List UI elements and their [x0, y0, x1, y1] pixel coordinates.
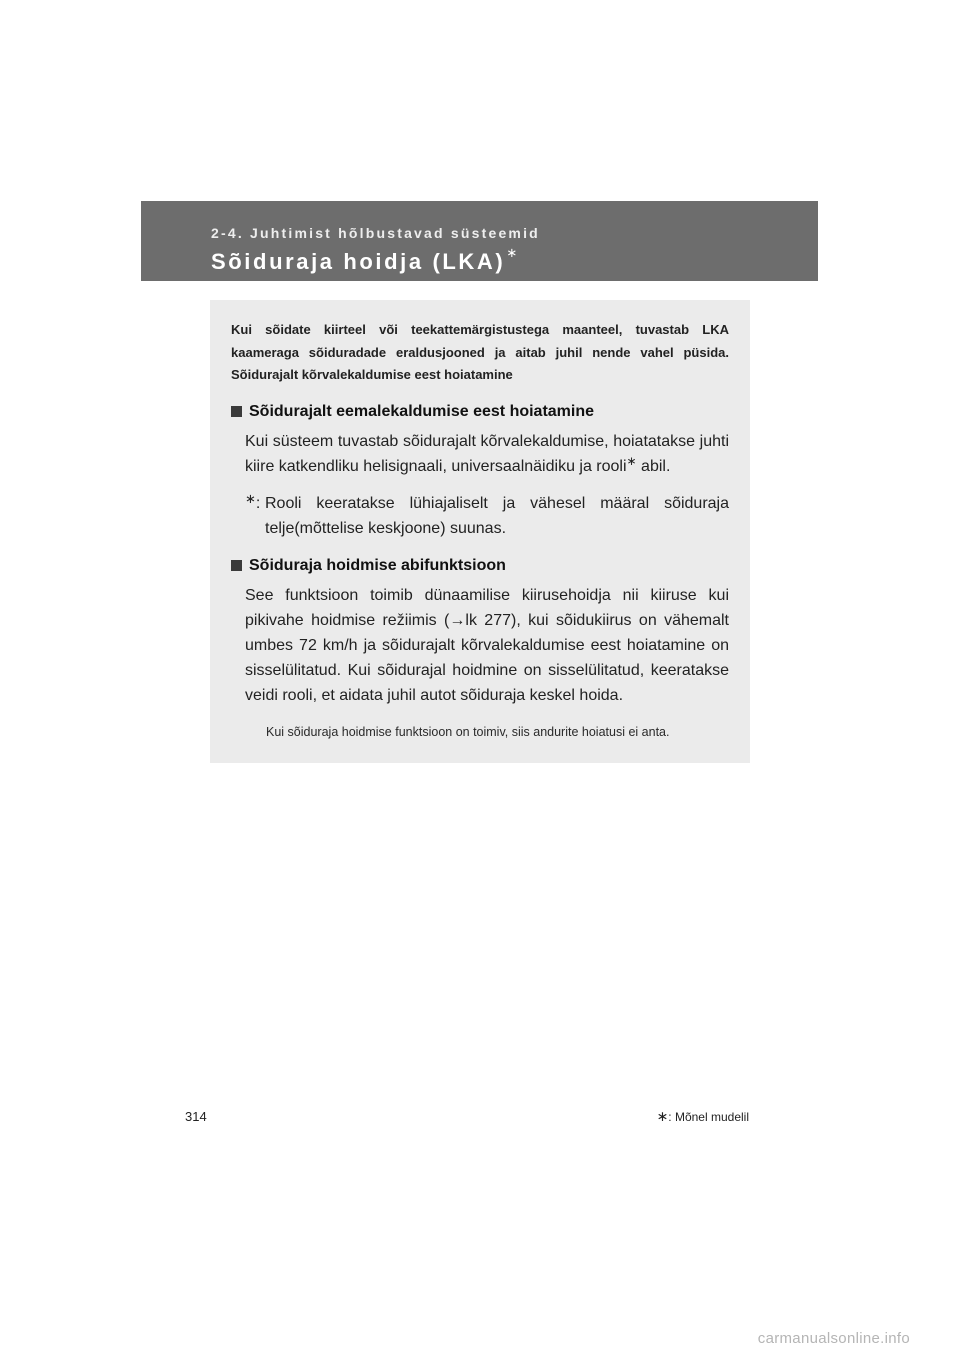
section-heading-lane-departure-alert: [231, 402, 729, 422]
body-text-part: abil.: [636, 457, 671, 475]
page-footnote-text: : Mõnel mudelil: [668, 1110, 749, 1124]
asterisk-icon: ∗: [245, 490, 256, 506]
body-text-part: See funktsioon toimib dünaamilise kiirusehoidja nii kiiruse kui pikivahe hoidmise režiimis (: [245, 586, 729, 629]
page-title: [211, 245, 517, 275]
square-bullet-icon: [231, 406, 242, 417]
asterisk-icon: ∗: [626, 453, 637, 468]
footnote-mark: [245, 491, 265, 541]
body-text-part: lk 277), kui sõidukiirus on vähemalt umbes 72 km/h ja sõidurajalt kõrvalekaldumise eest hoiatamine on sisselülitatud. Kui sõidurajal hoidmine on sisselülitatud, keeratakse veidi rooli, et aidata juhil autot sõiduraja keskel hoida.: [245, 611, 729, 704]
arrow-right-icon: →: [449, 611, 466, 629]
footnote-colon: :: [255, 494, 261, 512]
intro-paragraph: Kui sõidate kiirteel või teekattemärgistustega maanteel, tuvastab LKA kaameraga sõiduradade eraldusjooned ja aitab juhil nende vahel püsida. Sõidurajalt kõrvalekaldumise eest hoiatamine: [231, 322, 729, 382]
section-label: 2-4. Juhtimist hõlbustavad süsteemid: [211, 225, 540, 241]
section-body: [245, 429, 729, 479]
asterisk-icon: ∗: [656, 1108, 669, 1124]
watermark: carmanualsonline.info: [757, 1330, 910, 1347]
footnote-text: Rooli keeratakse lühiajaliselt ja vähesel määral sõiduraja telje(mõttelise keskjoone) suunas.: [265, 494, 729, 537]
asterisk-icon: ∗: [506, 245, 518, 260]
section-body: [245, 583, 729, 708]
section-heading-text: Sõiduraja hoidmise abifunktsioon: [249, 556, 506, 574]
body-text-part: Kui süsteem tuvastab sõidurajalt kõrvalekaldumise, hoiatatakse juhti kiire katkendliku helisignaali, universaalnäidiku ja rooli: [245, 432, 729, 475]
section-heading-lane-keeping-assist: [231, 556, 729, 576]
inline-footnote: [245, 491, 729, 541]
header-band: [141, 201, 818, 281]
square-bullet-icon: [231, 560, 242, 571]
note-text: Kui sõiduraja hoidmise funktsioon on toimiv, siis andurite hoiatusi ei anta.: [266, 724, 670, 739]
page-footnote: [657, 1108, 749, 1125]
page-number: 314: [185, 1109, 207, 1124]
page-title-text: Sõiduraja hoidja (LKA): [211, 249, 506, 274]
section-heading-text: Sõidurajalt eemalekaldumise eest hoiatamine: [249, 402, 595, 420]
content-box: [210, 300, 750, 763]
